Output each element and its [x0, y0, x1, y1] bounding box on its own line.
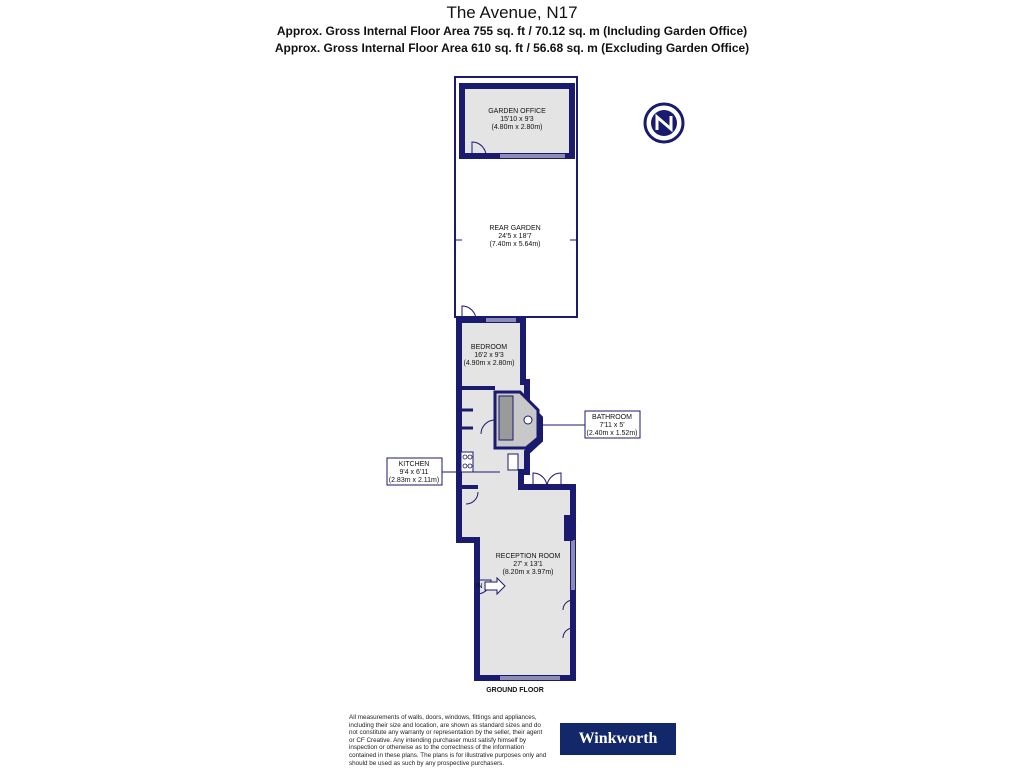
plan-title: The Avenue, N17: [446, 3, 578, 22]
kitchen-metric: (2.83m x 2.11m): [388, 477, 440, 484]
bathroom-metric: (2.40m x 1.52m): [586, 430, 638, 437]
bathroom-imperial: 7'11 x 5': [599, 422, 625, 429]
rear-garden-metric: (7.40m x 5.64m): [489, 241, 541, 248]
brand-logo: Winkworth: [560, 723, 676, 755]
wc-fixture: [524, 416, 532, 424]
rear-garden-imperial: 24'5 x 18'7: [498, 233, 532, 240]
reception-metric: (8.20m x 3.97m): [502, 569, 554, 576]
rear-garden-name: REAR GARDEN: [489, 225, 541, 232]
area-excluding-office: Approx. Gross Internal Floor Area 610 sq. ft / 56.68 sq. m (Excluding Garden Office): [274, 41, 750, 55]
kitchen-name: KITCHEN: [398, 461, 430, 468]
entrance-label: IN: [475, 583, 483, 590]
chimney-breast: [564, 515, 573, 541]
bedroom-name: BEDROOM: [470, 344, 508, 351]
garden-office-name: GARDEN OFFICE: [488, 108, 546, 115]
bath-tub: [499, 396, 513, 440]
bedroom-metric: (4.90m x 2.80m): [463, 360, 515, 367]
area-including-office: Approx. Gross Internal Floor Area 755 sq. ft / 70.12 sq. m (Including Garden Office): [276, 24, 748, 38]
reception-name: RECEPTION ROOM: [495, 553, 561, 560]
north-arrow-icon: [645, 104, 683, 142]
garden-office-metric: (4.80m x 2.80m): [491, 124, 543, 131]
reception-imperial: 27' x 13'1: [513, 561, 543, 568]
bedroom-imperial: 16'2 x 9'3: [474, 352, 504, 359]
kitchen-imperial: 9'4 x 6'11: [399, 469, 429, 476]
garden-office-imperial: 15'10 x 9'3: [500, 116, 534, 123]
kitchen-sink: [508, 454, 518, 470]
bathroom-name: BATHROOM: [592, 414, 632, 421]
floor-label: GROUND FLOOR: [486, 687, 544, 694]
disclaimer-text: All measurements of walls, doors, windows, fittings and appliances, including their size and location, are shown as standard sizes and do not constitute any warranty or representation by the seller, their agent or CF Creative. Any intending purchaser must satisfy himself by inspection or otherwise as to the correctness of the information contained in these plans. The plans is for illustrative purposes only and should be used as such by any prospective purchasers.: [349, 714, 547, 767]
